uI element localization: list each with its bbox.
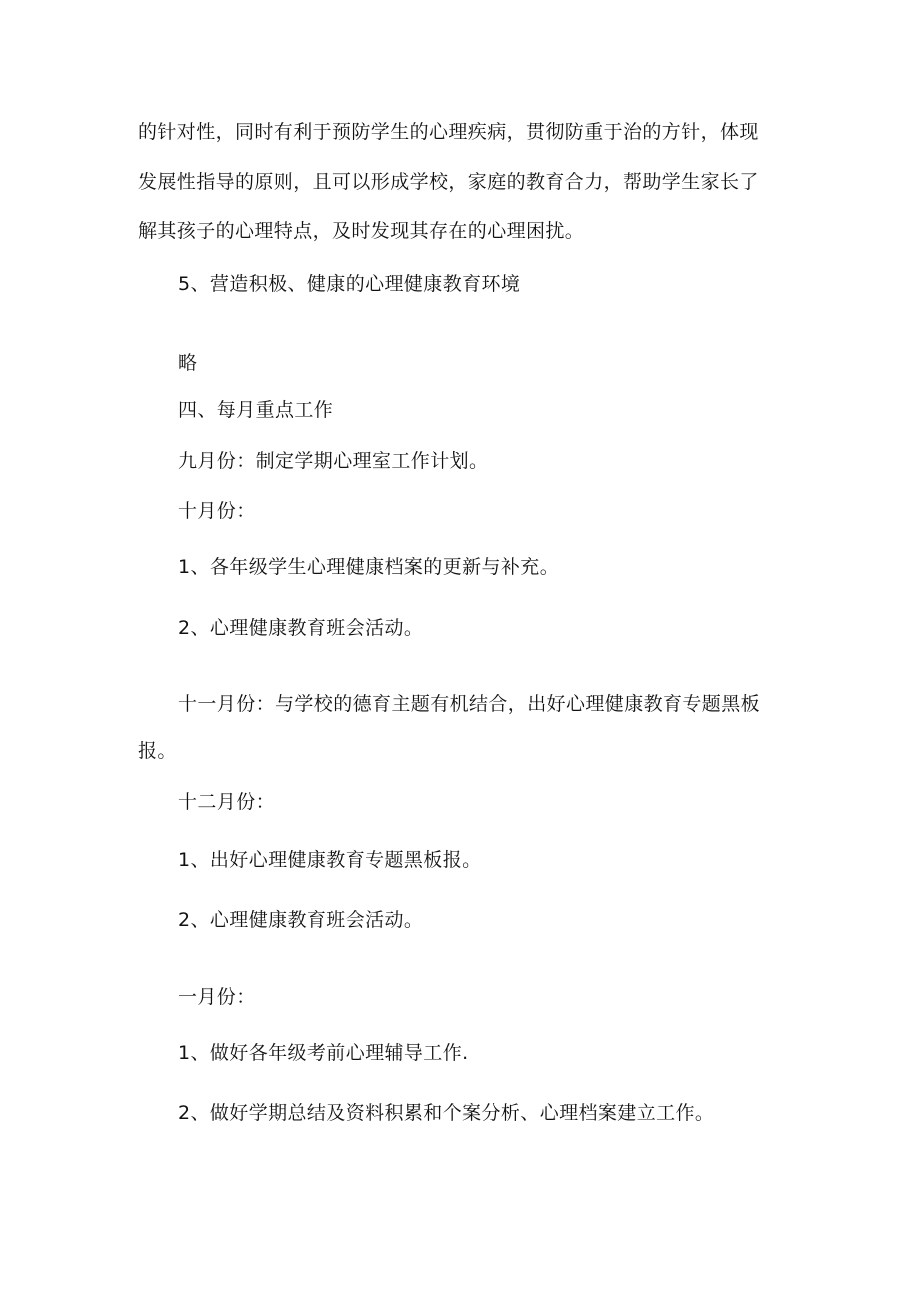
december-item-2: 2、心理健康教育班会活动。 bbox=[178, 909, 424, 931]
intro-paragraph-line-3: 解其孩子的心理特点，及时发现其存在的心理困扰。 bbox=[138, 220, 585, 242]
october-heading: 十月份： bbox=[178, 500, 256, 522]
october-item-1: 1、各年级学生心理健康档案的更新与补充。 bbox=[178, 556, 560, 578]
december-item-1: 1、出好心理健康教育专题黑板报。 bbox=[178, 849, 482, 871]
december-heading: 十二月份： bbox=[178, 791, 276, 813]
october-item-2: 2、心理健康教育班会活动。 bbox=[178, 617, 424, 639]
november-line-1: 十一月份：与学校的德育主题有机结合，出好心理健康教育专题黑板 bbox=[178, 693, 761, 715]
november-line-2: 报。 bbox=[138, 740, 177, 762]
january-item-1: 1、做好各年级考前心理辅导工作. bbox=[178, 1042, 469, 1064]
item-5-heading: 5、营造积极、健康的心理健康教育环境 bbox=[178, 273, 521, 295]
omitted-note: 略 bbox=[178, 352, 198, 374]
january-heading: 一月份： bbox=[178, 986, 256, 1008]
intro-paragraph-line-2: 发展性指导的原则，且可以形成学校，家庭的教育合力，帮助学生家长了 bbox=[138, 171, 759, 193]
intro-paragraph-line-1: 的针对性，同时有利于预防学生的心理疾病，贯彻防重于治的方针，体现 bbox=[138, 121, 759, 143]
september-plan: 九月份：制定学期心理室工作计划。 bbox=[178, 450, 489, 472]
january-item-2: 2、做好学期总结及资料积累和个案分析、心理档案建立工作。 bbox=[178, 1102, 715, 1124]
section-4-title: 四、每月重点工作 bbox=[178, 399, 334, 421]
